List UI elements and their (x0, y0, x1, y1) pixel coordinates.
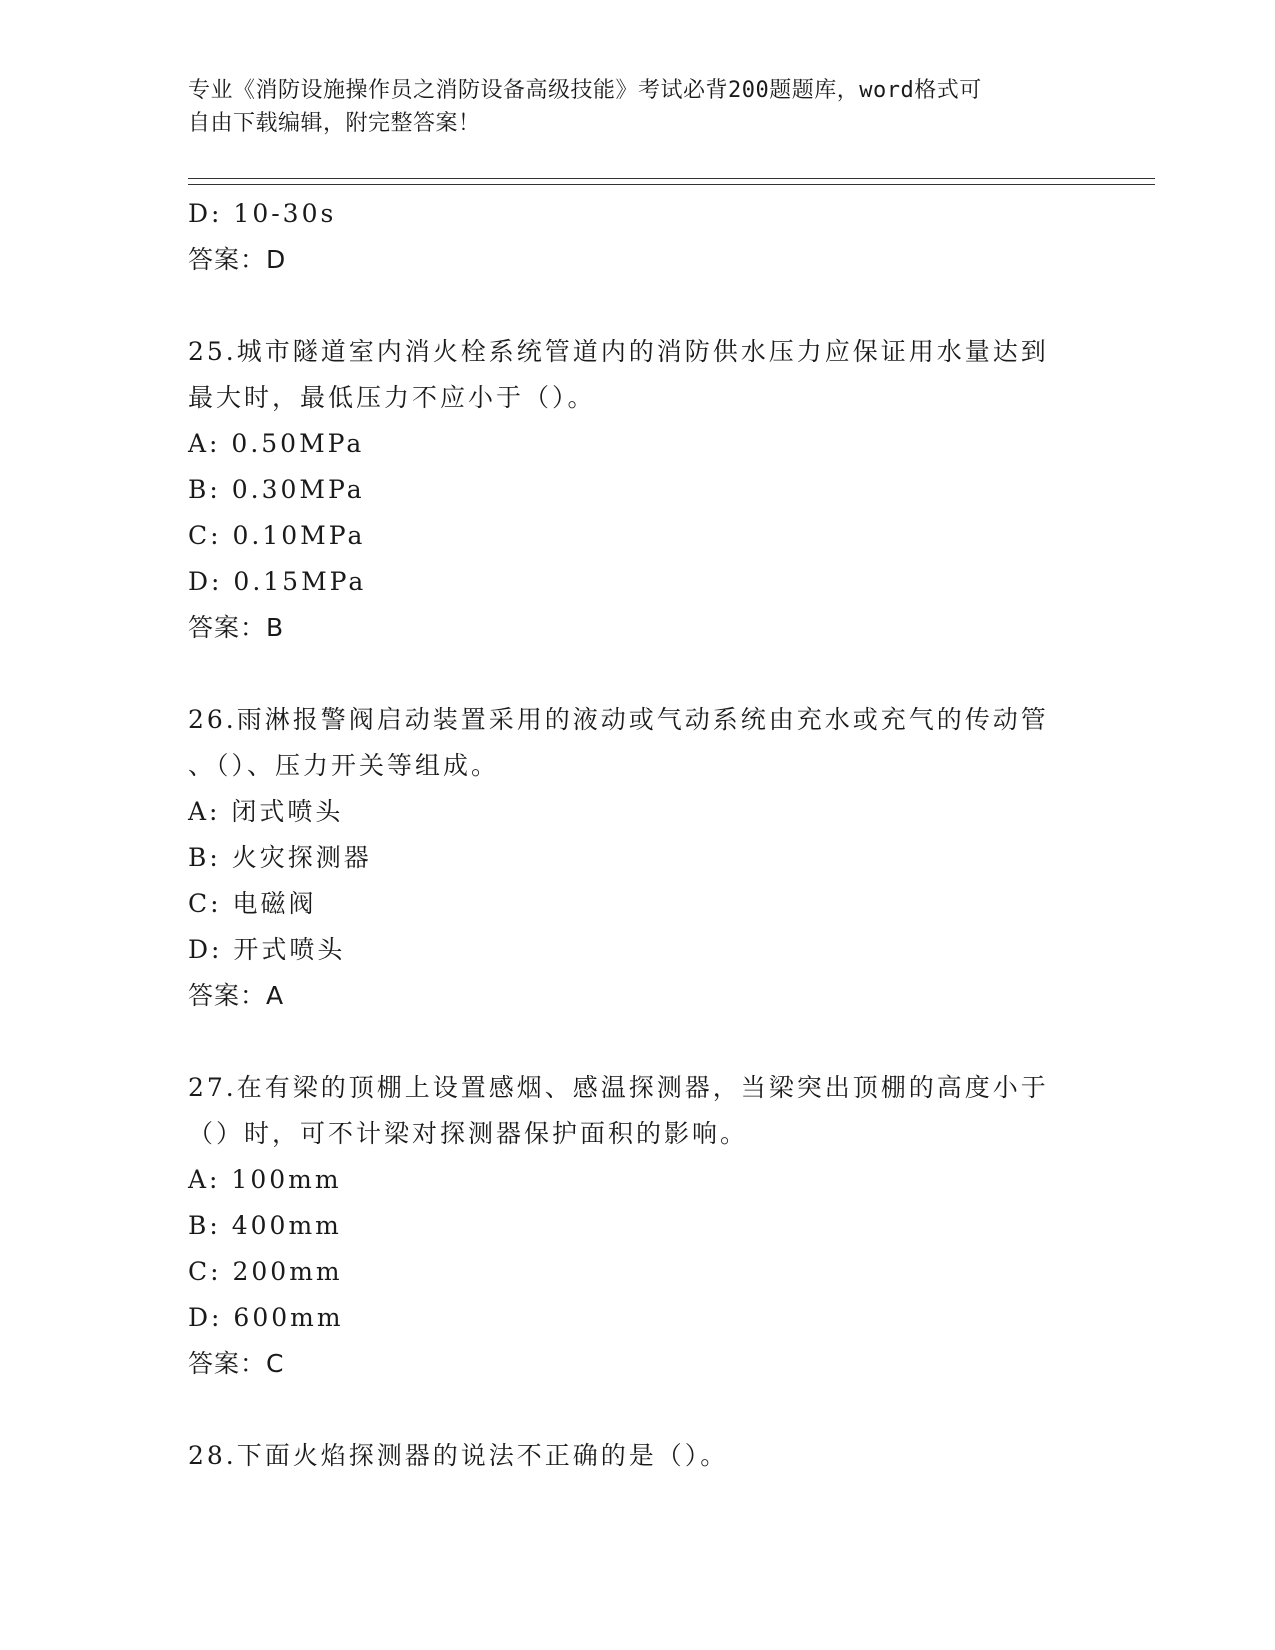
prev-option-d: D: 10-30s (188, 199, 337, 228)
option-a: A: 100mm (188, 1165, 342, 1194)
option-b: B: 400mm (188, 1211, 342, 1240)
option-a: A: 闭式喷头 (188, 797, 344, 826)
prev-answer: 答案：D (188, 245, 287, 274)
answer: 答案：A (188, 981, 285, 1010)
option-c: C: 0.10MPa (188, 521, 366, 550)
header-line-1: 专业《消防设施操作员之消防设备高级技能》考试必背200题题库，word格式可 (188, 78, 982, 103)
question-27 (188, 1065, 1088, 1387)
header-line-2: 自由下载编辑，附完整答案！ (188, 111, 481, 136)
option-b: B: 火灾探测器 (188, 843, 372, 872)
question-26 (188, 697, 1088, 1019)
question-text-line: 28.下面火焰探测器的说法不正确的是（）。 (188, 1441, 729, 1470)
question-text-line: 最大时，最低压力不应小于（）。 (188, 383, 596, 412)
answer: 答案：B (188, 613, 285, 642)
header-divider-top (188, 178, 1155, 179)
option-c: C: 200mm (188, 1257, 343, 1286)
question-28 (188, 1433, 1088, 1479)
document-body (188, 191, 1088, 1479)
answer: 答案：C (188, 1349, 285, 1378)
header-divider-bottom (188, 184, 1155, 185)
option-b: B: 0.30MPa (188, 475, 365, 504)
question-25 (188, 329, 1088, 651)
question-text-line: 26.雨淋报警阀启动装置采用的液动或气动系统由充水或充气的传动管 (188, 705, 1049, 734)
option-a: A: 0.50MPa (188, 429, 365, 458)
option-d: D: 600mm (188, 1303, 344, 1332)
question-text-line: 、（）、压力开关等组成。 (188, 751, 500, 780)
document-header (188, 74, 1068, 140)
question-text-line: 27.在有梁的顶棚上设置感烟、感温探测器，当梁突出顶棚的高度小于 (188, 1073, 1049, 1102)
question-text-line: （）时，可不计梁对探测器保护面积的影响。 (188, 1119, 749, 1148)
option-d: D: 开式喷头 (188, 935, 346, 964)
option-c: C: 电磁阀 (188, 889, 317, 918)
option-d: D: 0.15MPa (188, 567, 367, 596)
question-text-line: 25.城市隧道室内消火栓系统管道内的消防供水压力应保证用水量达到 (188, 337, 1049, 366)
